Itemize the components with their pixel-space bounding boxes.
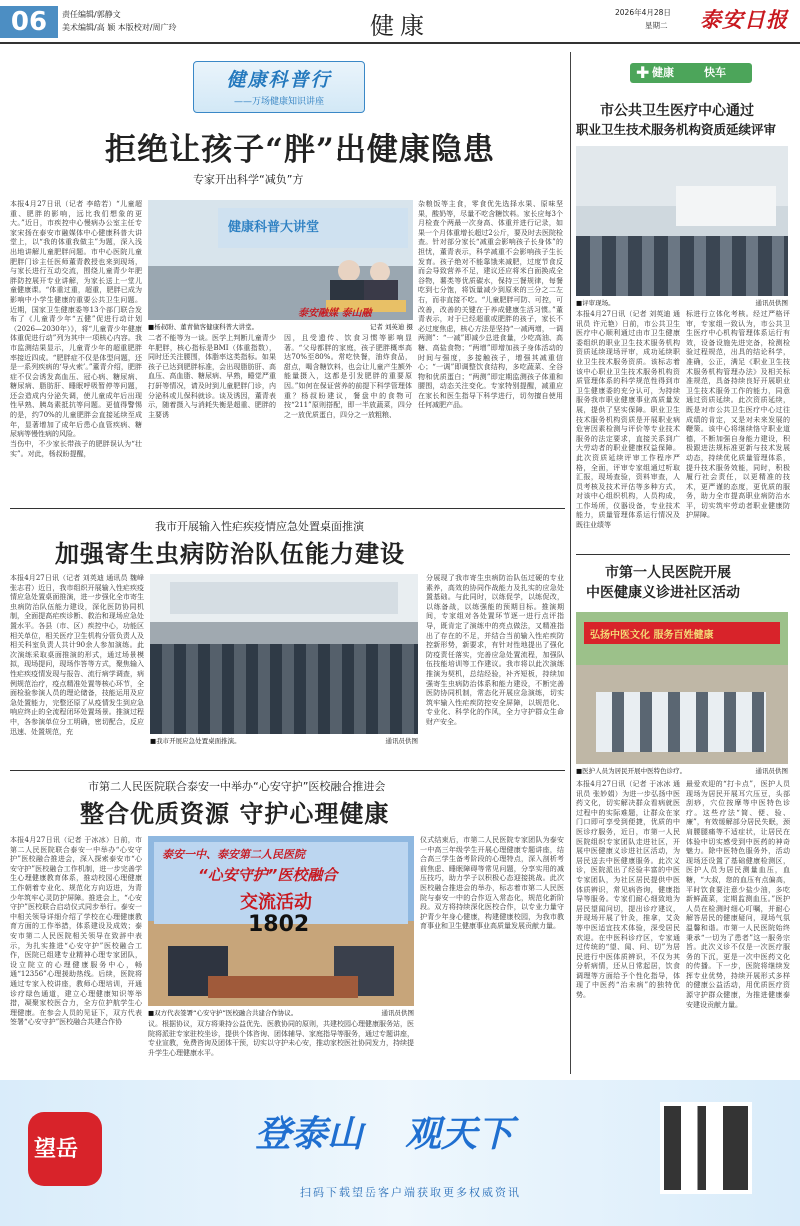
plus-icon: ✚ [636, 63, 650, 82]
caption-text: ■双方代表签署“心安守护”医校融合共建合作协议。 [148, 1009, 298, 1017]
photo-banner-line2: “心安守护”医校融合 [198, 866, 338, 884]
caption-credit: 记者 刘英迪 摄 [369, 323, 413, 331]
article1-col1-text: 本报4月27日讯（记者 李皓若）“儿童超重、肥胖的影响，远比我们想象的更大。”近日，市疾控中心慢病办公室主任专家宋扬在泰安市融媒体中心健康科普大讲堂上，以“我的体重我做主”为题，深入浅出地讲解儿童肥胖问题。市中心医院儿童肥胖门诊主任医师董青教授也来到现场，与家长进行互动交流，围绕儿童青少年肥胖防控展开专业讲解，为家长送上一堂儿童健康课。“体重过重，超重，肥胖已成为影响中小学生健康的重要公共卫生问题。近期，国家卫生健康委等13个部门联合发布了《儿童青少年“五健”促进行动计划（2026—2030年）》，将“儿童青少年健康体重促进行动”列为其中一项核心内容。我市监测结果显示，儿童青少年的超重肥胖率接近四成。“肥胖症不仅是体型问题，还是一系列疾病的‘导火索’。”董青介绍，肥胖症不仅会诱发高血压、冠心病、糖尿病、糖尿病、脂肪肝、睡眠呼吸暂停等问题，还会造成内分泌失调，使儿童成年后出现性早熟、胰岛素抵抗等问题。更值得警惕的是，约70%的儿童肥胖会直接延续至成年，显著增加了成年后患心血管疾病、糖尿病等慢性病的风险。 [10, 200, 142, 439]
qr-code-icon[interactable] [660, 1102, 752, 1194]
right2-col2: 最爱欢迎的“打卡点”，医护人员现场为居民开展耳穴压豆，头部刮痧，穴位按摩等中医特色诊疗。这些疗法“简、便、验、廉”，有效缓解部分居民失眠，颈肩腰腿痛等不适症状，让居民在体验中切实感受到中医药的神奇魅力。除中医特色服务外，活动现场还设置了基础健康检测区，医护人员为居民测量血压，血糖，“大叔，您的血压有点偏高，平时饮食要注意少盐少油，多吃新鲜蔬菜，定期监测血压。”医护人员在检测时细心叮嘱，并耐心解答居民的健康疑问，现场气氛温馨和谐。市第一人民医院始终秉承“一切为了患者”这一服务宗旨。此次义诊不仅是一次医疗服务的下沉，更是一次中医药文化的传播。下一步，医院将继续发挥专业优势，持续开展形式多样的健康公益活动，用优质医疗资源守护群众健康，为推进健康泰安建设贡献力量。 [686, 780, 790, 1009]
photo-banner-line4: 1802 [248, 912, 310, 937]
caption-credit: 通讯员供图 [385, 737, 418, 745]
weekday-text: 星期二 [645, 21, 668, 30]
article1-headline: 拒绝让孩子“胖”出健康隐患 [105, 132, 495, 168]
right1-photo [576, 146, 788, 296]
divider [10, 770, 565, 771]
kepu-subtitle: ——万场健康知识讲座 [233, 97, 324, 107]
ad-slogan-2: 观天下 [405, 1114, 514, 1155]
masthead-logo: 泰安日报 [700, 7, 788, 32]
article3-col1: 本报4月27日讯（记者 于冰冰）日前，市第二人民医院联合泰安一中举办“心安守护”医校融合推进会，深入探索泰安市“心安守护”医校融合工作机制，进一步完善学生心理健康教育体系，推动校园心理健康工作朝着专业化、规范化方向迈进，为青少年筑牢心灵防护屏障。推进会上，“心安守护”医校联合启动仪式同步举行。泰安一中相关领导详细介绍了学校在心理健康教育方面的工作举措，体系建设及成效；泰安市第二人民医院相关领导在致辞中表示，为扎实推进“心安守护”医校融合工作，医院已组建专业精神心理专家团队，设立院立的心理健康服务中心，畅通“12356”心理援助热线。后续，医院将通过专家入校讲座，教师心理培训，开通诊疗绿色通道，建立心理健康知识等举措，凝聚家校医合力，全方位护航学生心理健康。在参会人员的见证下，双方代表签署“心安守护”医校融合共建合作协 [10, 836, 142, 1027]
kuaiche-badge [630, 63, 752, 83]
divider [10, 508, 565, 509]
photo-banner-line3: 交流活动 [240, 892, 312, 913]
ad-slogan-1: 登泰山 [255, 1114, 364, 1155]
editor-line-2: 美术编辑/高 颖 本版校对/周广玲 [62, 23, 177, 32]
article1-photo-caption [148, 322, 413, 331]
issue-date [615, 6, 671, 32]
article2-photo-caption [150, 736, 418, 745]
right1-headline-line1: 市公共卫生医疗中心通过 [600, 103, 754, 119]
right1-headline-line2: 职业卫生技术服务机构资质延续评审 [576, 122, 777, 137]
photo-brand: 泰安融媒 泰山融 [298, 308, 372, 319]
date-text: 2026年4月28日 [615, 8, 671, 17]
caption-text: ■我市开展应急处置桌面推演。 [150, 737, 241, 745]
column-divider [570, 52, 571, 1074]
article1-col2b: 因，且受遗传、饮食习惯等影响显著。“父母都胖的家庭，孩子肥胖概率高达70%至80%。常吃快餐，油炸食品，甜点，喝含糖饮料，也会让儿童产生额外能量摄入，这都是引发肥胖的重要原因。”如何在保证营养的前提下科学管理体重？杨叔盼建议，餐盘中的食物可按“211”原则搭配，即一半放蔬菜，四分之一放优质蛋白，四分之一放粗粮、 [284, 334, 412, 419]
kuaiche-part1: 健康 [652, 66, 674, 79]
article3-headline: 整合优质资源 守护心理健康 [80, 799, 390, 828]
article2-kicker: 我市开展输入性疟疾疫情应急处置桌面推演 [155, 520, 364, 533]
app-logo-text: 望岳 [34, 1137, 79, 1162]
right2-photo-caption [576, 766, 788, 775]
article3-photo-caption [148, 1008, 414, 1017]
caption-credit: 通讯员供图 [381, 1009, 414, 1017]
article3-col3: 仪式结束后，市第二人民医院专家团队为泰安一中高三年级学生开展心理健康专题讲座，结合高三学生备考阶段的心理特点，深入剖析考前焦虑、睡眠障碍等常见问题，分享实用的减压技巧，助力学子以积极心态迎接挑战。此次医校融合推进会的举办，标志着市第二人民医院与泰安一中的合作迈入常态化，规范化新阶段。双方将持续深化医校合作，以专业力量守护青少年身心健康，构建健康校园，为我市教育事业和卫生健康事业高质量发展贡献力量。 [420, 836, 564, 931]
article3-col2: 议。根据协议，双方将秉持公益优先、医教协同的原则，共建校园心理健康服务站，医院将派驻专家驻校坐诊，提供个体咨询、团体辅导、家庭指导等服务，通过专题讲座，专业宣教，免费咨询及团体干预，切实以守护未心安，推动家校医社协同发力，持续提升学生心理健康水平。 [148, 1020, 414, 1057]
page-number: 06 [0, 6, 58, 38]
photo-stage-label: 健康科普大讲堂 [228, 220, 320, 235]
editor-line-1: 责任编辑/郭静文 [62, 10, 121, 19]
kepu-banner [193, 61, 365, 113]
photo-banner: 弘扬中医文化 服务百姓健康 [590, 630, 714, 641]
kuaiche-part2: 快车 [704, 66, 726, 79]
article2-col2: 分展现了我市寄生虫病防治队伍过硬的专业素养，高效的协同作战能力及扎实的应急处置基础。与此同时，以练促学，以练促改，以练备战，以练强能的预期目标。推演期间，专家组对各处置环节逐一进行点评指导，既肯定了演练中的亮点做法，又精准指出了存在的不足，并结合当前输入性疟疾防控新形势，新要求，有针对性地提出了强化防疫责任落实，完善应急处置流程，加强队伍技能培训等工作建议。我市将以此次演练推演为契机，总结经验，补齐短板，持续加强寄生虫病防治体系和能力建设，不断完善医防协同机制，常态化开展应急演练，切实筑牢输入性疟疾防控安全屏障，以规范化、专业化、科学化的作风，全力守护群众生命财产安全。 [426, 574, 564, 726]
article2-headline: 加强寄生虫病防治队伍能力建设 [55, 539, 405, 568]
right2-headline-line2: 中医健康义诊进社区活动 [586, 585, 740, 601]
kepu-title: 健康科普行 [226, 69, 332, 91]
caption-text: ■医护人员为居民开展中医特色诊疗。 [576, 767, 687, 775]
caption-credit: 通讯员供图 [755, 767, 788, 775]
ad-tagline: 扫码下载望岳客户端获取更多权威资讯 [300, 1186, 521, 1199]
article2-col1: 本报4月27日讯（记者 刘英迪 通讯员 魏峰 张志君）近日，我市组织开展输入性疟疾疫情应急处置桌面推演，进一步强化全市寄生虫病防治队伍能力建设，深化医防协同机制，全面提高疟疾诊断、救治和现场应急处置水平。各县（市、区）疾控中心，功能区相关单位，相关医疗卫生机构分管负责人及相关科室负责人共计90余人参加演练。此次演练采取桌面推演的形式，通过场景模拟，现场提问，现场作答等方式，聚焦输入性疟疾疫情发现与报告、流行病学调查，病例规范治疗，疫点精准处置等核心环节，全面检验参演人员的理论储备，技能运用及应急处置能力，完整还原了从疫情发生到应急响应终止的全流程闭环处置场景。推演过程中，各参演单位分工明确，密切配合，反应迅速、处置规范，充 [10, 574, 144, 736]
right2-headline-line1: 市第一人民医院开展 [605, 565, 731, 581]
right1-col1: 本报4月27日讯（记者 刘英迪 通讯员 许元艳）日前，市公共卫生医疗中心顺利通过由市卫生健康委组织的职业卫生技术服务机构资质延续现场评审，成功延续职业卫生技术服务资质。该标志着该中心职业卫生技术服务机构资质管理体系的科学规范性得到市卫生健康委的充分认可，为持续服务我市职业健康事业高质量发展，提供了坚实保障。职业卫生技术服务机构资质是开展职业病危害因素检测与评价等专业技术服务的法定要求，直接关系到广大劳动者的职业健康权益保障。此次资质延续评审工作程序严格，全面，评审专家组通过听取汇报，现场查验，资料审查，人员考核及技术评估等多种方式，对该中心组织机构，人员构成，工作场所，仪器设备，专业技术能力，质量管理体系运行情况及既往业绩等 [576, 310, 680, 530]
caption-text: ■杨叔盼、董青做客健康科普大讲堂。 [148, 323, 259, 331]
article3-kicker: 市第二人民医院联合泰安一中举办“心安守护”医校融合推进会 [88, 780, 386, 793]
right1-col2: 标进行立体化考核。经过严格评审，专家组一致认为，市公共卫生医疗中心机构管理体系运行有效，设备设施先进完备，检测检验过程规范，出具的结论科学，准确，公正，满足《职业卫生技术服务机构管理办法》及相关标准规范，具备持续良好开展职业卫生技术服务工作的能力，同意通过资质延续。此次资质延续，既是对市公共卫生医疗中心过往成绩的肯定，又是对未来发展的鞭策。该中心将继续恪守职业道德，不断加强自身能力建设，积极跟进法规标准更新与技术发展动态，持续优化质量管理体系，提升技术服务效能，同时，积极履行社会责任，以更精准的技术，更严谨的态度，更优质的服务，助力全市提高职业病防治水平，切实筑牢劳动者职业健康防护屏障。 [686, 310, 790, 520]
article1-col1b: 当伤中，不少家长带孩子的肥胖误认为“壮实”。对此，杨叔盼提醒， [10, 440, 142, 458]
right1-photo-caption [576, 298, 788, 307]
article2-photo [150, 574, 418, 734]
right2-photo [576, 612, 788, 764]
article1-photo [148, 200, 413, 320]
section-title: 健康 [370, 12, 430, 40]
caption-credit: 通讯员供图 [755, 299, 788, 307]
page-header [0, 0, 800, 44]
photo-banner-line1: 泰安一中、泰安第二人民医院 [162, 848, 305, 861]
article1-col1 [10, 200, 142, 440]
caption-text: ■评审现场。 [576, 299, 615, 307]
article1-col3: 杂粮饭等主食，零食优先选择水果、原味坚果，酸奶等，尽量不吃含糖饮料。家长应每3个月检查个两最一次身高、体重并进行记录，如果一个月体重增长超过2公斤，要及时去医院检查。针对部分家长“减重会影响孩子长身体”的担忧，董青表示，科学减重不会影响孩子生长发育。孩子绝对不能靠饿来减肥，过度节食反而会导致营养不足，建议还应将米白面换成全谷物，薯类等优质碳水，保持三餐规律，每餐吃到七分饱，将饭量减少到原来的三分之二左右，而非直接不吃。“儿童肥胖可防、可控，可改善，改善的关键在于养成健康生活习惯。”董青表示，对于已经超重或肥胖的孩子，家长不必过度焦虑，核心方法是坚持“一减两增，一调两测”：“一减”即减少总进食量，少吃高油、高糖、高盐食物；“两增”即增加孩子身体活动的时间与强度，多接触孩子，增强其减重信心；“一调”即调整饮食结构，多吃蔬菜、全谷物和优质蛋白；“两测”即定期监测孩子体重和腰围，动态关注变化。专家特别提醒，减重应在家长和医生指导下科学进行，切勿擅自使用任何减肥产品。 [418, 200, 563, 410]
article3-photo [148, 836, 414, 1006]
article1-subheadline: 专家开出科学“减负”方 [193, 173, 304, 186]
article1-col2c: 二者不能等为一谈。医学上判断儿童青少年肥胖，核心指标是BMI（体重指数），同时还关注腰围，体脂率这类指标。如果孩子已达到肥胖标准，会出现脂肪肝、高血压、高血脂、糖尿病、早熟，睡觉严重打鼾等情况，请及时到儿童肥胖门诊，内分泌科或儿保科就诊。谈及诱因，董青表示，随着摄入与消耗失衡是超重、肥胖的主要诱 [148, 334, 276, 419]
right2-col1: 本报4月27日讯（记者 于冰冰 通讯员 张妙娟）为进一步弘扬中医药文化，切实解决群众看病就医过程中的实际难题，让群众在家门口即可享受到便捷，优质的中医诊疗服务，近日，市第一人民医院组织专家团队走进社区，开展中医健康义诊进社区活动，为居民送去中医健康服务。此次义诊，医院派出了经验丰富的中医专家团队，为社区居民提供中医体质辨识，常见病咨询，健康指导等服务。专家们耐心细致地为居民望闻问切，提出诊疗建议，并现场开展了针灸，推拿，艾灸等中医适宜技术体验，深受居民欢迎。在中医科诊疗区，专家通过传统的“望、闻、问、切”为居民进行中医体质辨识，不仅为其分析病情，还从日常起居，饮食调理等方面给予个性化指导，体现了中医药“治未病”的独特优势。 [576, 780, 680, 1000]
divider [576, 554, 790, 555]
bottom-ad[interactable] [0, 1080, 800, 1226]
editor-credits [62, 8, 176, 34]
